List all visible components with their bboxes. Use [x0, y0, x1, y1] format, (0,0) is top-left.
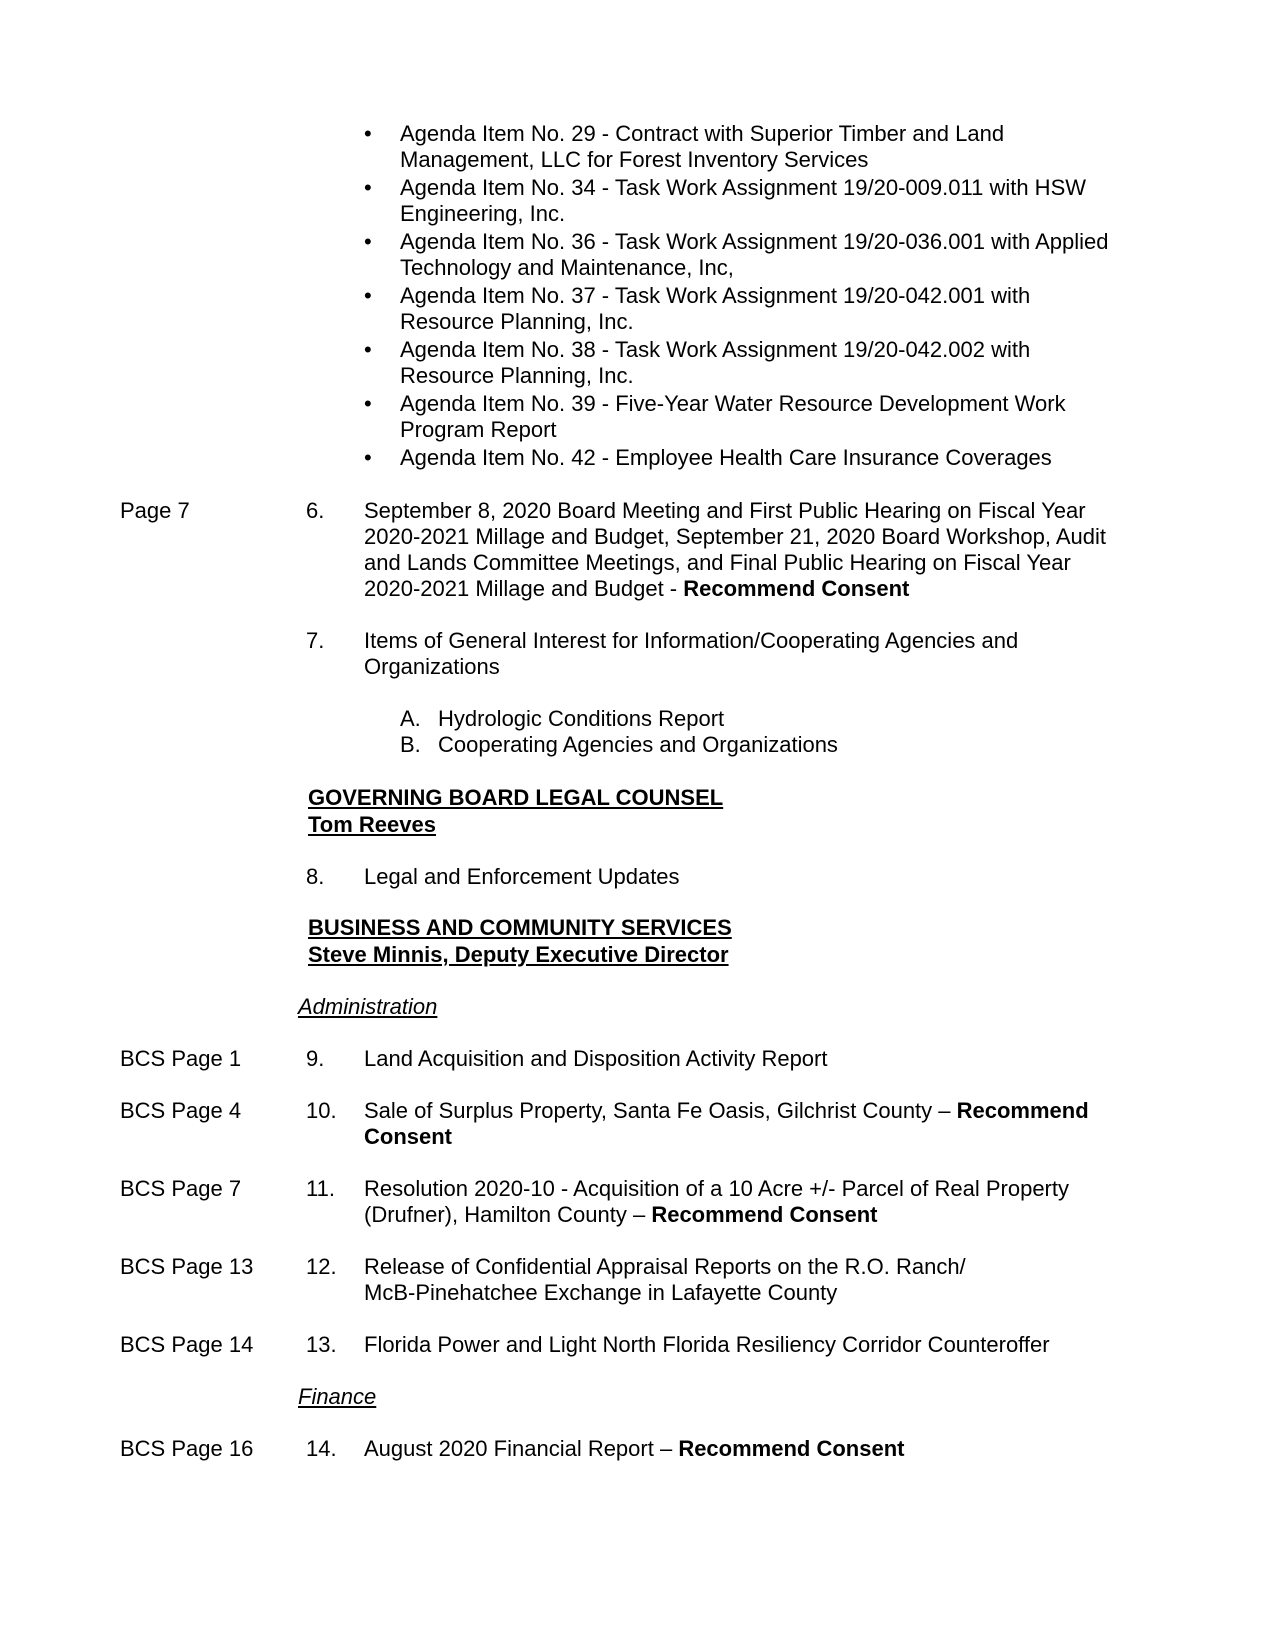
recommendation-label: Recommend Consent — [651, 1202, 878, 1227]
recommendation-label: Recommend Consent — [683, 576, 910, 601]
recommendation-label: Recommend Consent — [678, 1436, 905, 1461]
bullet-line-1: Agenda Item No. 37 - Task Work Assignment 19/20-042.001 with — [400, 283, 1031, 308]
bullet-line-1: Agenda Item No. 34 - Task Work Assignment 19/20-009.011 with HSW — [400, 175, 1087, 200]
item-text-line: Land Acquisition and Disposition Activity Report — [364, 1046, 828, 1071]
item-text: 2020-2021 Millage and Budget - — [364, 576, 684, 601]
page-reference: BCS Page 13 — [120, 1254, 254, 1279]
item-text-line: McB-Pinehatchee Exchange in Lafayette County — [364, 1280, 838, 1305]
item-text-line: and Lands Committee Meetings, and Final Public Hearing on Fiscal Year — [364, 550, 1071, 575]
item-text: Sale of Surplus Property, Santa Fe Oasis, Gilchrist County – — [364, 1098, 957, 1123]
page-reference: BCS Page 16 — [120, 1436, 254, 1461]
section-heading: GOVERNING BOARD LEGAL COUNSEL — [308, 785, 724, 810]
page-reference: BCS Page 1 — [120, 1046, 242, 1071]
item-text-line: Items of General Interest for Information/Cooperating Agencies and — [364, 628, 1019, 653]
sub-item-letter: A. — [400, 706, 421, 731]
item-number: 13. — [306, 1332, 337, 1357]
bullet-icon: • — [364, 175, 372, 200]
item-text-line — [364, 576, 909, 602]
item-text: (Drufner), Hamilton County – — [364, 1202, 652, 1227]
item-number: 9. — [306, 1046, 325, 1071]
bullet-icon: • — [364, 445, 372, 470]
bullet-line-1: Agenda Item No. 36 - Task Work Assignment 19/20-036.001 with Applied — [400, 229, 1109, 254]
bullet-line-1: Agenda Item No. 39 - Five-Year Water Resource Development Work — [400, 391, 1066, 416]
page-reference: BCS Page 4 — [120, 1098, 242, 1123]
sub-item-text: Hydrologic Conditions Report — [438, 706, 725, 731]
item-text-line: Resolution 2020-10 - Acquisition of a 10 Acre +/- Parcel of Real Property — [364, 1176, 1069, 1201]
item-number: 6. — [306, 498, 325, 523]
item-number: 7. — [306, 628, 325, 653]
recommendation-label: Recommend — [956, 1098, 1089, 1123]
bullet-line-1: Agenda Item No. 42 - Employee Health Care Insurance Coverages — [400, 445, 1052, 470]
page-reference: BCS Page 14 — [120, 1332, 254, 1357]
item-number: 12. — [306, 1254, 337, 1279]
section-presenter: Tom Reeves — [308, 812, 436, 837]
item-text-line: Release of Confidential Appraisal Reports on the R.O. Ranch/ — [364, 1254, 966, 1279]
item-text-line — [364, 1436, 904, 1462]
item-text-line: 2020-2021 Millage and Budget, September 21, 2020 Board Workshop, Audit — [364, 524, 1106, 549]
bullet-line-1: Agenda Item No. 38 - Task Work Assignment 19/20-042.002 with — [400, 337, 1031, 362]
bullet-icon: • — [364, 337, 372, 362]
page-reference: BCS Page 7 — [120, 1176, 242, 1201]
item-text-line: September 8, 2020 Board Meeting and First Public Hearing on Fiscal Year — [364, 498, 1086, 523]
bullet-icon: • — [364, 283, 372, 308]
sub-item-text: Cooperating Agencies and Organizations — [438, 732, 838, 757]
item-text-line: Organizations — [364, 654, 500, 679]
bullet-line-2: Resource Planning, Inc. — [400, 363, 634, 388]
item-number: 8. — [306, 864, 325, 889]
subsection-heading: Finance — [298, 1384, 377, 1409]
item-text-line — [364, 1098, 1089, 1124]
bullet-line-2: Management, LLC for Forest Inventory Services — [400, 147, 869, 172]
bullet-line-2: Program Report — [400, 417, 557, 442]
subsection-heading: Administration — [298, 994, 438, 1019]
item-number: 11. — [306, 1176, 335, 1201]
bullet-line-1: Agenda Item No. 29 - Contract with Superior Timber and Land — [400, 121, 1005, 146]
item-text-line: Florida Power and Light North Florida Resiliency Corridor Counteroffer — [364, 1332, 1050, 1357]
item-text: August 2020 Financial Report – — [364, 1436, 679, 1461]
item-number: 10. — [306, 1098, 337, 1123]
recommendation-label: Consent — [364, 1124, 452, 1149]
bullet-icon: • — [364, 229, 372, 254]
bullet-line-2: Technology and Maintenance, Inc, — [400, 255, 734, 280]
bullet-line-2: Resource Planning, Inc. — [400, 309, 634, 334]
page-reference: Page 7 — [120, 498, 190, 523]
bullet-icon: • — [364, 391, 372, 416]
section-presenter: Steve Minnis, Deputy Executive Director — [308, 942, 729, 967]
sub-item-letter: B. — [400, 732, 421, 757]
item-text-line: Legal and Enforcement Updates — [364, 864, 680, 889]
item-text-line — [364, 1202, 877, 1228]
section-heading: BUSINESS AND COMMUNITY SERVICES — [308, 915, 732, 940]
bullet-icon: • — [364, 121, 372, 146]
item-number: 14. — [306, 1436, 337, 1461]
bullet-line-2: Engineering, Inc. — [400, 201, 566, 226]
